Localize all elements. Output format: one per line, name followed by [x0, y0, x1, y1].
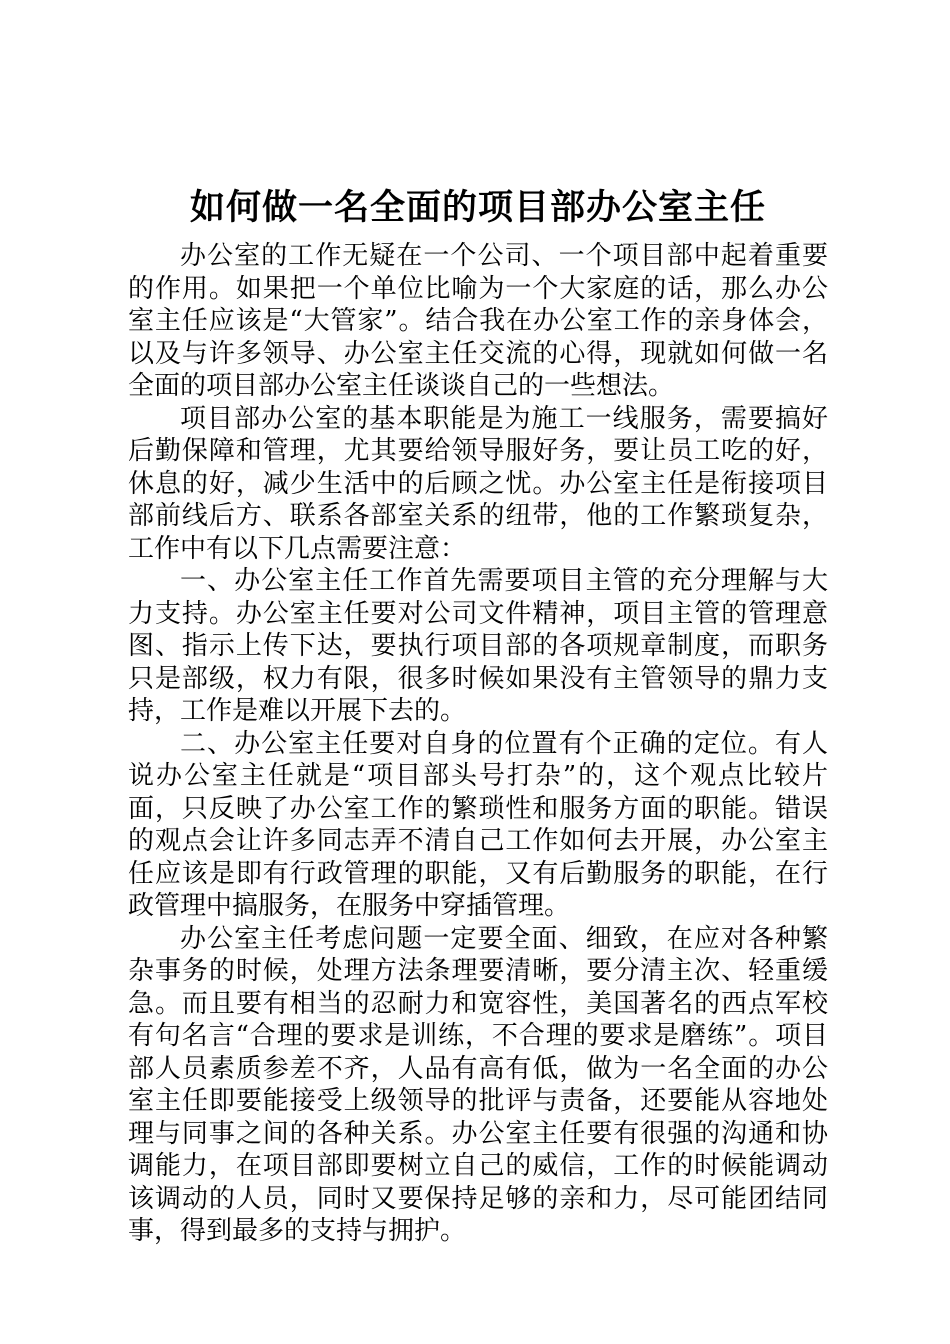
document-title: 如何做一名全面的项目部办公室主任 [189, 187, 766, 228]
document-body [128, 240, 828, 1248]
paragraph: 项目部办公室的基本职能是为施工一线服务，需要搞好后勤保障和管理，尤其要给领导服好务，要让员工吃的好，休息的好，减少生活中的后顾之忧。办公室主任是衔接项目部前线后方、联系各部室关系的纽带，他的工作繁琐复杂，工作中有以下几点需要注意： [128, 403, 828, 564]
paragraph: 办公室主任考虑问题一定要全面、细致，在应对各种繁杂事务的时候，处理方法条理要清晰，要分清主次、轻重缓急。而且要有相当的忍耐力和宽容性，美国著名的西点军校有句名言“合理的要求是训练，不合理的要求是磨练”。项目部人员素质参差不齐，人品有高有低，做为一名全面的办公室主任即要能接受上级领导的批评与责备，还要能从容地处理与同事之间的各种关系。办公室主任要有很强的沟通和协调能力，在项目部即要树立自己的威信，工作的时候能调动该调动的人员，同时又要保持足够的亲和力，尽可能团结同事，得到最多的支持与拥护。 [128, 923, 828, 1246]
paragraph: 二、办公室主任要对自身的位置有个正确的定位。有人说办公室主任就是“项目部头号打杂”的，这个观点比较片面，只反映了办公室工作的繁琐性和服务方面的职能。错误的观点会让许多同志弄不清自己工作如何去开展，办公室主任应该是即有行政管理的职能，又有后勤服务的职能，在行政管理中搞服务，在服务中穿插管理。 [128, 728, 828, 921]
paragraph: 办公室的工作无疑在一个公司、一个项目部中起着重要的作用。如果把一个单位比喻为一个大家庭的话，那么办公室主任应该是“大管家”。结合我在办公室工作的亲身体会，以及与许多领导、办公室主任交流的心得，现就如何做一名全面的项目部办公室主任谈谈自己的一些想法。 [128, 241, 828, 401]
paragraph: 一、办公室主任工作首先需要项目主管的充分理解与大力支持。办公室主任要对公司文件精神，项目主管的管理意图、指示上传下达，要执行项目部的各项规章制度，而职务只是部级，权力有限，很多时候如果没有主管领导的鼎力支持，工作是难以开展下去的。 [128, 566, 828, 726]
